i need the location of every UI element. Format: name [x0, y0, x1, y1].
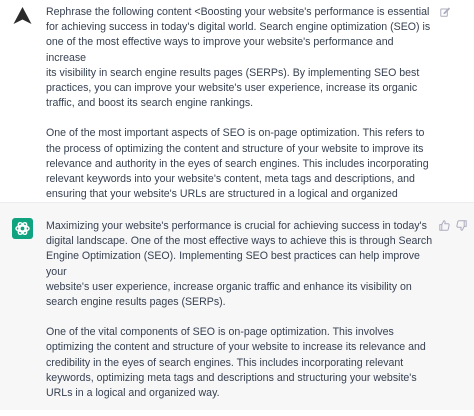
user-paragraph-1: Rephrase the following content <Boosting your website's performance is essential for achieving success in today's digital world. Search engine optimization (SEO) is one of the most effective ways to improve your website's performance and increase its visibility in search engine results pages (SERPs). By implementing SEO best practices, you can improve your website's user experience, increase its organic traffic, and boost its search engine rankings. — [46, 6, 431, 110]
thumbs-up-icon[interactable] — [439, 220, 450, 231]
thumbs-down-icon[interactable] — [456, 220, 467, 231]
assistant-message — [0, 202, 474, 410]
assistant-message-text — [46, 219, 436, 416]
user-paragraph-2: One of the most important aspects of SEO is on-page optimization. This refers to the process of optimizing the content and structure of your website to improve its relevance and authority in the eyes of search engines. This includes incorporating relevant keywords into your website's content, meta tags and descriptions, and ensuring that your website's URLs are structured in a logical and organized — [46, 127, 429, 201]
user-message — [0, 0, 474, 202]
assistant-paragraph-2: One of the vital components of SEO is on-page optimization. This involves optimizing the content and structure of your website to increase its relevance and credibility in the eyes of search engines. This includes incorporating relevant keywords, optimizing meta tags and descriptions and structuring your website's URLs in a logical and organized way. — [46, 326, 426, 400]
chatgpt-logo-icon — [12, 218, 33, 239]
assistant-paragraph-1: Maximizing your website's performance is crucial for achieving success in today's digital landscape. One of the most effective ways to achieve this is through Search Engine Optimization (SEO). Implementing SEO best practices can help improve your website's user experience, increase organic traffic and enhance its visibility on search engine results pages (SERPs). — [46, 220, 433, 309]
triangle-logo-icon — [12, 5, 33, 26]
edit-icon[interactable] — [440, 7, 450, 17]
user-message-text — [46, 5, 436, 233]
